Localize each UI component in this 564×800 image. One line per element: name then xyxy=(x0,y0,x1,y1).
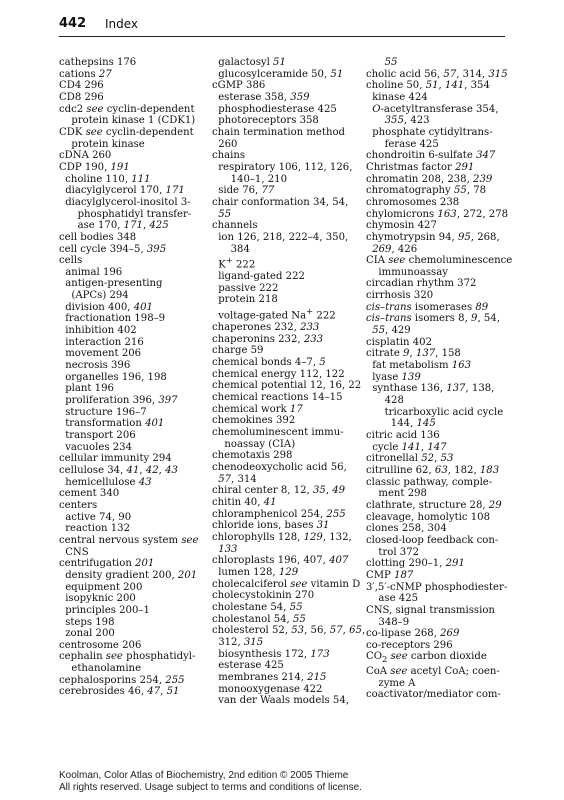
index-entry: cephalin see phosphatidyl- xyxy=(59,651,196,663)
index-entry: chain termination method xyxy=(212,126,345,138)
index-entry: citronellal 52, 53 xyxy=(366,453,454,465)
index-entry: protein kinase xyxy=(71,138,145,150)
footer-line: All rights reserved. Usage subject to terms and conditions of license. xyxy=(59,781,362,793)
index-entry: side 76, 77 xyxy=(218,185,275,197)
index-entry: lyase 139 xyxy=(372,371,421,383)
index-entry: 348–9 xyxy=(378,616,410,628)
index-entry: CD4 296 xyxy=(59,80,104,92)
index-entry: cDNA 260 xyxy=(59,150,112,162)
index-entry: chromatography 55, 78 xyxy=(366,185,487,197)
index-entry: hemicellulose 43 xyxy=(65,476,152,488)
index-entry: biosynthesis 172, 173 xyxy=(218,648,330,660)
index-entry: CNS xyxy=(65,546,89,558)
index-entry: circadian rhythm 372 xyxy=(366,278,477,290)
index-entry: cleavage, homolytic 108 xyxy=(366,511,491,523)
index-entry: synthase 136, 137, 138, xyxy=(372,383,495,395)
index-entry: chemokines 392 xyxy=(212,415,296,427)
index-entry: chromatin 208, 238, 239 xyxy=(366,173,493,185)
index-entry: citrulline 62, 63, 182, 183 xyxy=(366,464,500,476)
index-entry: co-lipase 268, 269 xyxy=(366,628,460,640)
index-entry: transformation 401 xyxy=(65,418,165,430)
index-entry: 144, 145 xyxy=(390,418,436,430)
index-entry: chemotaxis 298 xyxy=(212,450,293,462)
index-entry: CNS, signal transmission xyxy=(366,604,495,616)
index-entry: cerebrosides 46, 47, 51 xyxy=(59,686,180,698)
index-entry: ase 170, 171, 425 xyxy=(77,220,169,232)
index-entry: chromosomes 238 xyxy=(366,196,460,208)
index-entry: respiratory 106, 112, 126, xyxy=(218,161,353,173)
index-entry: chaperonins 232, 233 xyxy=(212,333,324,345)
index-entry: cations 27 xyxy=(59,68,112,80)
index-entry: kinase 424 xyxy=(372,91,428,103)
index-entry: cisplatin 402 xyxy=(366,336,433,348)
index-entry: cis–trans isomerases 89 xyxy=(366,301,489,313)
index-entry: movement 206 xyxy=(65,348,142,360)
index-column-1 xyxy=(59,57,211,698)
index-entry: phosphodiesterase 425 xyxy=(218,103,337,115)
index-entry: cement 340 xyxy=(59,488,120,500)
index-entry: density gradient 200, 201 xyxy=(65,569,198,581)
index-entry: chemical bonds 4–7, 5 xyxy=(212,357,326,369)
index-entry: 269, 426 xyxy=(372,243,418,255)
index-entry: zyme A xyxy=(378,677,416,689)
index-entry: transport 206 xyxy=(65,430,136,441)
index-entry: antigen-presenting xyxy=(65,278,163,290)
index-entry: photoreceptors 358 xyxy=(218,115,319,127)
index-entry: cathepsins 176 xyxy=(59,57,137,68)
index-entry: CIA see chemoluminescence xyxy=(366,255,513,267)
index-entry: organelles 196, 198 xyxy=(65,371,167,383)
index-entry: voltage-gated Na+ 222 xyxy=(218,306,336,322)
index-entry: clathrate, structure 28, 29 xyxy=(366,499,502,511)
index-entry: chymosin 427 xyxy=(366,220,437,232)
index-entry: inhibition 402 xyxy=(65,325,137,337)
index-entry: centers xyxy=(59,499,98,511)
index-entry: cirrhosis 320 xyxy=(366,290,434,302)
index-entry: cholecystokinin 270 xyxy=(212,590,315,602)
index-entry: CDK see cyclin-dependent xyxy=(59,126,194,138)
index-entry: chemoluminescent immu- xyxy=(212,427,344,439)
index-entry: Christmas factor 291 xyxy=(366,161,475,173)
index-entry: cell cycle 394–5, 395 xyxy=(59,243,167,255)
index-entry: 55, 429 xyxy=(372,325,411,337)
index-entry: principles 200–1 xyxy=(65,604,150,616)
index-entry: zonal 200 xyxy=(65,628,115,640)
index-entry: steps 198 xyxy=(65,616,115,628)
index-entry: reaction 132 xyxy=(65,523,130,535)
index-entry: chair conformation 34, 54, xyxy=(212,196,349,208)
index-entry: choline 50, 51, 141, 354 xyxy=(366,80,490,92)
index-entry: proliferation 396, 397 xyxy=(65,395,178,407)
index-entry: cdc2 see cyclin-dependent xyxy=(59,103,195,115)
index-entry: cell bodies 348 xyxy=(59,231,137,243)
index-entry: 428 xyxy=(384,395,404,407)
index-entry: necrosis 396 xyxy=(65,360,131,372)
index-entry: 312, 315 xyxy=(218,636,264,648)
index-entry: fat metabolism 163 xyxy=(372,360,472,372)
index-entry: ferase 425 xyxy=(384,138,439,150)
index-entry: fractionation 198–9 xyxy=(65,313,166,325)
index-entry: chymotrypsin 94, 95, 268, xyxy=(366,231,500,243)
index-entry: protein kinase 1 (CDK1) xyxy=(71,115,196,127)
index-entry: centrifugation 201 xyxy=(59,558,155,570)
index-entry: $CO_2$ see carbon dioxide xyxy=(366,651,487,665)
index-entry: division 400, 401 xyxy=(65,301,153,313)
index-entry: cGMP 386 xyxy=(212,80,266,92)
index-entry: van der Waals models 54, xyxy=(218,695,349,707)
index-entry: cholecalciferol see vitamin D xyxy=(212,578,361,590)
footer-line: Koolman, Color Atlas of Biochemistry, 2nd edition © 2005 Thieme xyxy=(59,770,349,781)
index-entry: coactivator/mediator com- xyxy=(366,689,501,701)
index-entry: esterase 358, 359 xyxy=(218,91,310,103)
index-entry: ethanolamine xyxy=(71,663,142,675)
index-entry: centrosome 206 xyxy=(59,639,142,651)
index-entry: chondroitin 6-sulfate 347 xyxy=(366,150,496,162)
index-entry: phosphatidyl transfer- xyxy=(77,208,192,220)
index-entry: citric acid 136 xyxy=(366,430,440,441)
index-entry: citrate 9, 137, 158 xyxy=(366,348,461,360)
index-entry: chaperones 232, 233 xyxy=(212,322,320,334)
index-entry: glucosylceramide 50, 51 xyxy=(218,68,344,80)
index-entry: CDP 190, 191 xyxy=(59,161,130,173)
index-entry: interaction 216 xyxy=(65,336,144,348)
index-entry: cholesterol 52, 53, 56, 57, 65, xyxy=(212,625,366,637)
index-entry: CoA see acetyl CoA; coen- xyxy=(366,666,500,678)
index-entry: ase 425 xyxy=(378,593,419,605)
copyright-footer xyxy=(59,770,362,793)
index-entry: animal 196 xyxy=(65,266,123,278)
index-entry: 55 xyxy=(384,57,398,68)
index-entry: diacylglycerol 170, 171 xyxy=(65,185,185,197)
index-entry: noassay (CIA) xyxy=(224,438,296,450)
index-entry: chlorophylls 128, 129, 132, xyxy=(212,531,352,543)
index-entry: ion 126, 218, 222–4, 350, xyxy=(218,231,349,243)
index-entry: tricarboxylic acid cycle xyxy=(384,406,504,418)
index-entry: monooxygenase 422 xyxy=(218,683,323,695)
index-column-3 xyxy=(366,57,516,701)
index-entry: lumen 128, 129 xyxy=(218,566,299,578)
index-entry: cholestane 54, 55 xyxy=(212,601,303,613)
index-entry: 355, 423 xyxy=(384,115,430,127)
index-entry: chains xyxy=(212,150,246,162)
index-entry: 140–1, 210 xyxy=(230,173,288,185)
index-entry: CMP 187 xyxy=(366,569,414,581)
index-entry: phosphate cytidyltrans- xyxy=(372,126,493,138)
index-entry: cycle 141, 147 xyxy=(372,441,447,453)
index-entry: chloroplasts 196, 407, 407 xyxy=(212,555,349,567)
index-entry: esterase 425 xyxy=(218,660,284,672)
index-entry: chloride ions, bases 31 xyxy=(212,520,330,532)
index-entry: chemical potential 12, 16, 22 xyxy=(212,380,362,392)
index-column-2 xyxy=(212,57,366,707)
index-entry: 3′,5′-cNMP phosphodiester- xyxy=(366,581,508,593)
index-entry: 55 xyxy=(218,208,232,220)
index-entry: ligand-gated 222 xyxy=(218,271,305,283)
page-number: 442 xyxy=(59,16,87,31)
index-entry: cephalosporins 254, 255 xyxy=(59,674,185,686)
index-entry: chemical energy 112, 122 xyxy=(212,368,345,380)
index-entry: 384 xyxy=(230,243,250,255)
index-entry: clotting 290–1, 291 xyxy=(366,558,465,570)
index-entry: chenodeoxycholic acid 56, xyxy=(212,462,347,474)
index-entry: membranes 214, 215 xyxy=(218,671,327,683)
index-entry: clones 258, 304 xyxy=(366,523,447,535)
index-entry: chemical reactions 14–15 xyxy=(212,392,343,404)
index-entry: cis–trans isomers 8, 9, 54, xyxy=(366,313,500,325)
index-entry: classic pathway, comple- xyxy=(366,476,493,488)
index-entry: 260 xyxy=(218,138,238,150)
index-entry: channels xyxy=(212,220,258,232)
index-entry: chiral center 8, 12, 35, 49 xyxy=(212,485,346,497)
index-entry: chemical work 17 xyxy=(212,403,303,415)
index-entry: co-receptors 296 xyxy=(366,639,453,651)
index-entry: CD8 296 xyxy=(59,91,104,103)
index-entry: passive 222 xyxy=(218,282,279,294)
index-entry: O-acetyltransferase 354, xyxy=(372,103,499,115)
index-entry: plant 196 xyxy=(65,383,114,395)
index-entry: cellulose 34, 41, 42, 43 xyxy=(59,464,178,476)
index-entry: cholic acid 56, 57, 314, 315 xyxy=(366,68,508,80)
index-entry: protein 218 xyxy=(218,294,278,306)
index-entry: equipment 200 xyxy=(65,581,143,593)
index-entry: isopyknic 200 xyxy=(65,593,136,605)
index-entry: trol 372 xyxy=(378,546,420,558)
index-entry: galactosyl 51 xyxy=(218,57,286,68)
index-entry: structure 196–7 xyxy=(65,406,147,418)
section-title: Index xyxy=(105,17,139,31)
index-entry: closed-loop feedback con- xyxy=(366,534,499,546)
index-entry: cells xyxy=(59,255,83,267)
index-entry: K+ 222 xyxy=(218,255,256,271)
index-entry: active 74, 90 xyxy=(65,511,132,523)
index-entry: cholestanol 54, 55 xyxy=(212,613,306,625)
index-entry: choline 110, 111 xyxy=(65,173,151,185)
index-entry: chloramphenicol 254, 255 xyxy=(212,508,346,520)
index-entry: central nervous system see xyxy=(59,534,199,546)
index-entry: vacuoles 234 xyxy=(65,441,132,453)
index-entry: chitin 40, 41 xyxy=(212,497,277,508)
index-entry: 57, 314 xyxy=(218,473,257,485)
index-entry: immunoassay xyxy=(378,266,448,278)
index-entry: diacylglycerol-inositol 3- xyxy=(65,196,191,208)
page-header xyxy=(59,14,505,37)
index-entry: cellular immunity 294 xyxy=(59,453,172,465)
index-entry: chylomicrons 163, 272, 278 xyxy=(366,208,509,220)
index-entry: 133 xyxy=(218,543,238,555)
index-entry: (APCs) 294 xyxy=(71,290,129,302)
index-entry: ment 298 xyxy=(378,488,427,500)
index-entry: charge 59 xyxy=(212,345,264,357)
